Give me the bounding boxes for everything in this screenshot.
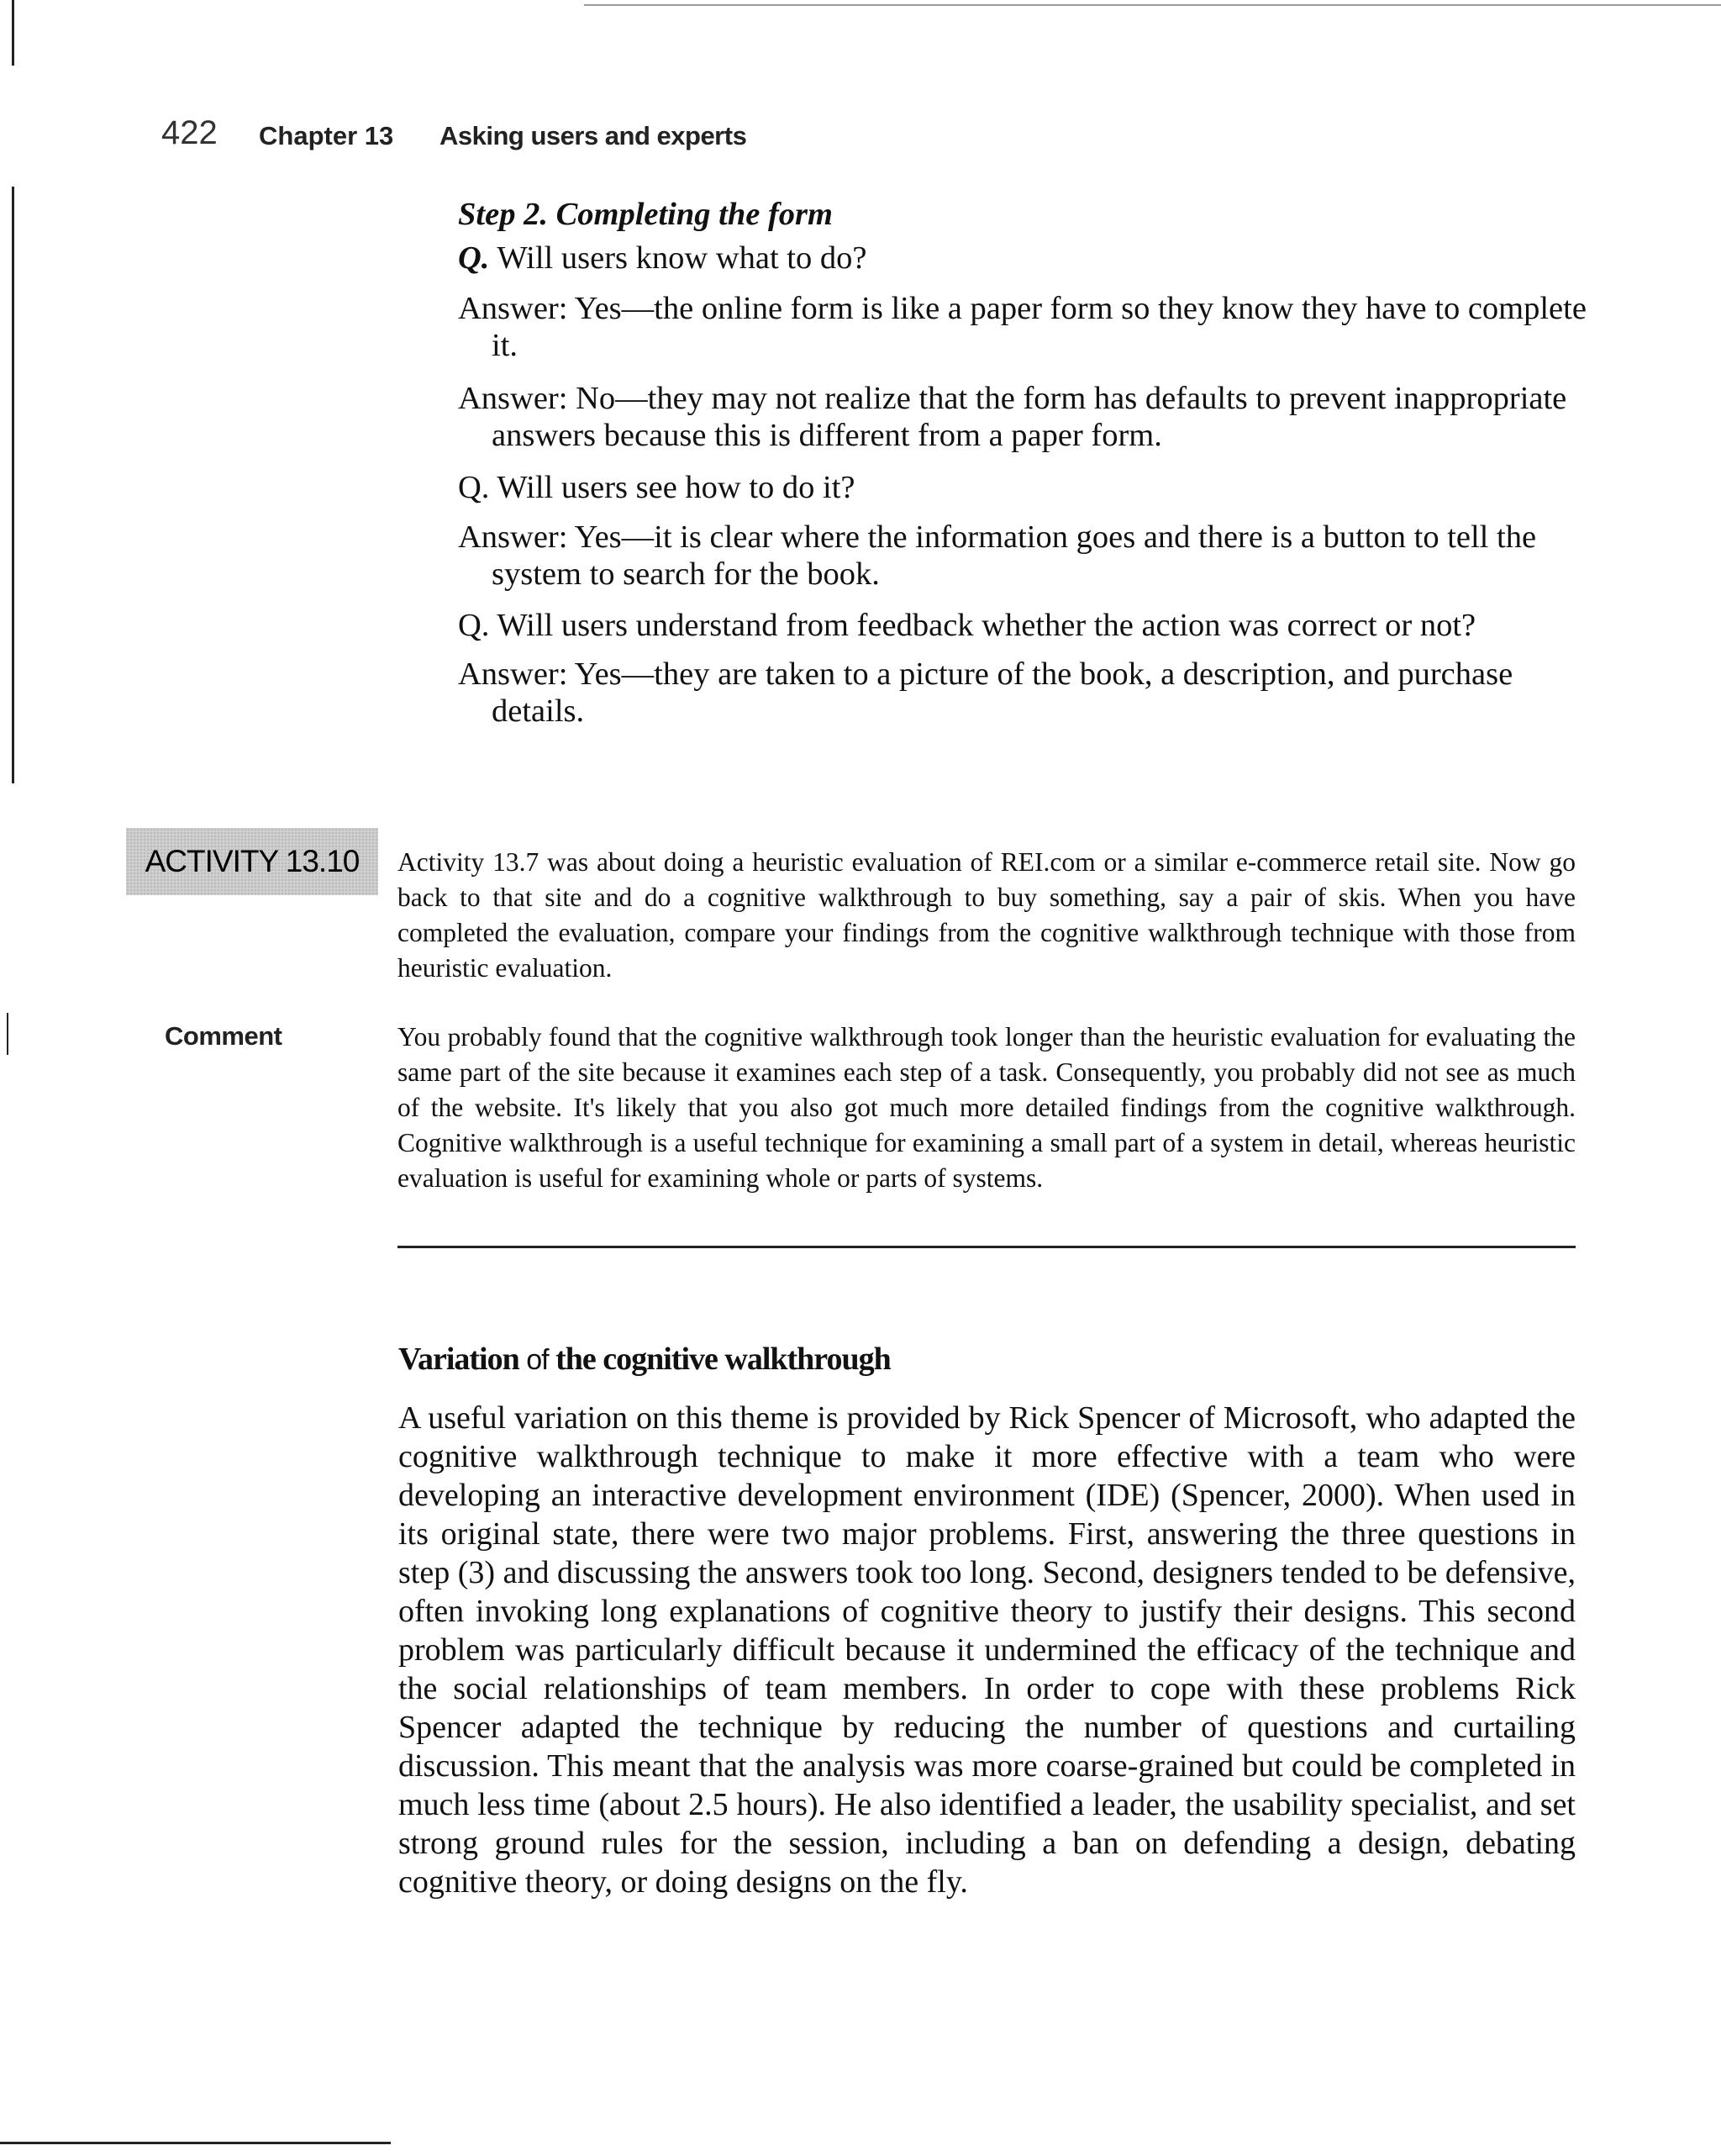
question-1-text: Will users know what to do? <box>489 240 867 276</box>
section-heading-of: of <box>526 1344 549 1376</box>
section-heading <box>398 1341 891 1378</box>
answer-3: Answer: Yes—it is clear where the information goes and there is a button to tell the system to search for the book. <box>458 519 1537 592</box>
section-heading-part-2: the cognitive walkthrough <box>548 1342 891 1377</box>
comment-divider <box>397 1246 1576 1248</box>
section-paragraph: A useful variation on this theme is provided by Rick Spencer of Microsoft, who adapted the cognitive walkthrough technique to make it more effective with a team who were developing an interactive development environment (IDE) (Spencer, 2000). When used in its original state, there were two major problems. First, answering the three questions in step (3) and discussing the answers took too long. Second, designers tended to be defensive, often invoking long explanations of cognitive theory to justify their designs. This second problem was particularly difficult because it undermined the efficacy of the technique and the social relationships of team members. In order to cope with these problems Rick Spencer adapted the technique by reducing the number of questions and curtailing discussion. This meant that the analysis was more coarse-grained but could be completed in much less time (about 2.5 hours). He also identified a leader, the usability specialist, and set strong ground rules for the session, including a ban on defending a design, debating cognitive theory, or doing designs on the fly. <box>398 1400 1576 1900</box>
step-heading: Step 2. Completing the form <box>458 197 833 232</box>
left-margin-mark <box>12 0 14 66</box>
answer-4: Answer: Yes—they are taken to a picture of the book, a description, and purchase details. <box>458 656 1513 729</box>
chapter-label: Chapter 13 <box>259 121 394 150</box>
top-divider <box>584 4 1721 6</box>
question-1-label: Q. <box>458 240 490 276</box>
question-2: Q. Will users see how to do it? <box>458 470 855 505</box>
section-heading-part-1: Variation <box>398 1342 527 1377</box>
left-margin-mark <box>7 1013 8 1055</box>
answer-2: Answer: No—they may not realize that the form has defaults to prevent inappropriate answers because this is different from a paper form. <box>458 381 1567 453</box>
page-number: 422 <box>161 114 218 151</box>
comment-text: You probably found that the cognitive walkthrough took longer than the heuristic evaluation for evaluating the same part of the site because it examines each step of a task. Consequently, you probably did not see as much of the website. It's likely that you also got much more detailed findings from the cognitive walkthrough. Cognitive walkthrough is a useful technique for examining a small part of a system in detail, whereas heuristic evaluation is useful for examining whole or parts of systems. <box>397 1022 1576 1193</box>
comment-label: Comment <box>165 1021 282 1051</box>
answer-1: Answer: Yes—the online form is like a paper form so they know they have to complete it. <box>458 291 1587 363</box>
chapter-title: Asking users and experts <box>439 121 747 150</box>
left-margin-mark <box>12 187 14 783</box>
question-3: Q. Will users understand from feedback whether the action was correct or not? <box>458 608 1476 643</box>
bottom-divider <box>0 2142 391 2144</box>
activity-text: Activity 13.7 was about doing a heuristic evaluation of REI.com or a similar e-commerce retail site. Now go back to that site and do a cognitive walkthrough to buy something, say a pair of skis. When you have completed the evaluation, compare your findings from the cognitive walkthrough technique with those from heuristic evaluation. <box>397 847 1576 983</box>
question-1 <box>458 240 1576 277</box>
activity-label: ACTIVITY 13.10 <box>126 828 378 895</box>
